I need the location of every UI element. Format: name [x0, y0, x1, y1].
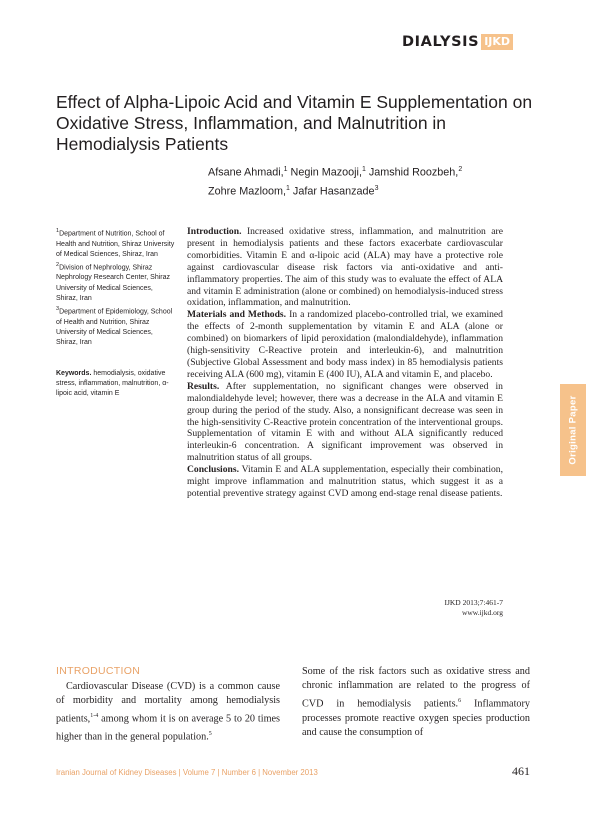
- article-type-label: Original Paper: [567, 395, 579, 465]
- author-name: Negin Mazooji,: [290, 166, 362, 179]
- abstract-text: Increased oxidative stress, inflammation, and malnutrition are present in hemodialysis patients and these factors exacerbate cardiovascular comorbidities. Vitamin E and α-lipoic acid (ALA) may have a protective role against cardiovascular disease risk factors via anti-oxidative and anti-inflammatory properties. The aim of this study was to evaluate the effect of ALA and vitamin E administration (alone or combined) on hemodialysis-induced stress oxidation, inflammation, and malnutrition.: [187, 226, 503, 309]
- author-affil-sup: 3: [374, 184, 379, 192]
- article-type-tab: [560, 384, 586, 476]
- affiliation-item: [56, 304, 176, 348]
- keywords-label: Keywords.: [56, 370, 92, 377]
- author-affil-sup: 1: [283, 166, 288, 173]
- author-affil-sup: 1: [361, 166, 366, 173]
- author-affil-sup: 1: [286, 184, 290, 192]
- abstract-text: After supplementation, no significant changes were observed in malondialdehyde level; however, there was a decrease in the ALA and vitamin E group during the period of the study. Also, a nonsignificant decrease was seen in the high-sensitivity C-Reactive protein concentration of the interventional groups. Supplementation of vitamin E with and without ALA significantly reduced interleukin-6 concentration. A significant improvement was observed in malnutrition status of all groups.: [187, 380, 503, 464]
- author-name: Jafar Hasanzade: [292, 185, 375, 198]
- affiliation-text: Department of Nutrition, School of Health and Nutrition, Shiraz University of Medical Sciences, Shiraz, Iran: [56, 230, 175, 258]
- body-text: among whom it is on average 5 to 20 times higher than in the general population.: [56, 713, 280, 742]
- journal-footer: Iranian Journal of Kidney Diseases | Volume 7 | Number 6 | November 2013: [56, 768, 318, 777]
- logo-badge: IJKD: [481, 34, 513, 50]
- body-column-right: [302, 665, 530, 740]
- citation-website: www.ijkd.org: [461, 608, 503, 617]
- author-affil-sup: 2: [458, 166, 463, 173]
- keywords: [56, 369, 176, 400]
- abstract-methods: [187, 309, 503, 380]
- author-name: Afsane Ahmadi,: [208, 166, 284, 179]
- abstract-results: [187, 381, 503, 464]
- keywords-text: hemodialysis, oxidative stress, inflammation, malnutrition, α-lipoic acid, vitamin E: [56, 370, 169, 398]
- body-paragraph: [302, 665, 530, 740]
- affiliations: [56, 226, 176, 348]
- affiliation-text: Division of Nephrology, Shiraz Nephrology Research Center, Shiraz University of Medical Sciences, Shiraz, Iran: [56, 264, 171, 302]
- author-list: [208, 162, 528, 199]
- reference-sup: 6: [458, 697, 462, 704]
- page-number: 461: [512, 764, 530, 778]
- body-column-left: [56, 680, 280, 744]
- logo-text: DIALYSIS: [402, 34, 480, 50]
- abstract-conclusions: [187, 464, 503, 500]
- reference-sup: 1-4: [90, 712, 99, 719]
- body-text: Inflammatory processes promote reactive oxygen species production and cause the consumption of: [302, 698, 530, 739]
- body-paragraph: [56, 680, 280, 744]
- abstract-label: Introduction.: [187, 226, 242, 237]
- article-title: Effect of Alpha-Lipoic Acid and Vitamin E Supplementation on Oxidative Stress, Inflammation, and Malnutrition in Hemodialysis Patients: [56, 92, 533, 154]
- citation-reference: IJKD 2013;7:461-7: [444, 598, 503, 607]
- body-text: Cardiovascular Disease (CVD) is a common cause of morbidity and mortality among hemodialysis patients,: [56, 681, 280, 725]
- affiliation-item: [56, 226, 176, 260]
- reference-sup: 5: [208, 730, 212, 737]
- abstract-label: Results.: [187, 380, 220, 392]
- abstract-text: Vitamin E and ALA supplementation, especially their combination, might improve inflammation and malnutrition status, which suggest it as a potential preventive strategy against CVD among end-stage renal disease patients.: [187, 464, 503, 499]
- abstract-introduction: [187, 226, 503, 309]
- abstract-text: In a randomized placebo-controlled trial, we examined the effects of 2-month supplementation by vitamin E and ALA (alone or combined) on biomarkers of lipid peroxidation (malondialdehyde), inflammation (high-sensitivity C-Reactive protein and interleukin-6), and malnutrition (Subjective Global Assessment and body mass index) in 85 hemodialysis patients receiving ALA (600 mg), vitamin E (400 IU), ALA and vitamin E, and placebo.: [187, 309, 503, 380]
- affiliation-sup: 2: [56, 261, 60, 268]
- affiliation-item: [56, 260, 176, 304]
- body-text: Some of the risk factors such as oxidative stress and chronic inflammation are related to the progress of CVD in hemodialysis patients.: [302, 666, 530, 710]
- abstract-label: Materials and Methods.: [187, 309, 287, 321]
- author-name: Zohre Mazloom,: [208, 185, 287, 198]
- abstract-label: Conclusions.: [187, 464, 239, 476]
- affiliation-sup: 3: [56, 306, 60, 313]
- affiliation-text: Department of Epidemiology, School of Health and Nutrition, Shiraz University of Medical Sciences, Shiraz, Iran: [56, 308, 173, 347]
- affiliation-sup: 1: [56, 228, 60, 234]
- abstract: [187, 226, 503, 500]
- author-name: Jamshid Roozbeh,: [368, 166, 459, 179]
- journal-logo: [402, 32, 513, 52]
- section-heading: INTRODUCTION: [56, 665, 141, 677]
- citation: [403, 598, 503, 618]
